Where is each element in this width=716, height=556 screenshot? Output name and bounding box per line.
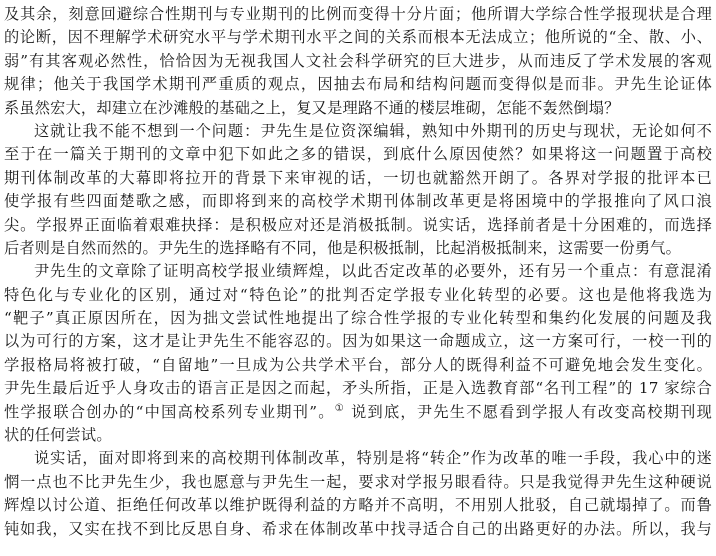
footnote-marker[interactable]: ①: [334, 402, 345, 414]
paragraph: [4, 260, 712, 447]
text-segment: 性学报联合创办的“中国高校系列专业期刊”。: [4, 402, 335, 421]
text-line: 说实话，面对即将到来的高校期刊体制改革，特别是将“转企”作为改革的唯一手段，我心中的迷: [34, 449, 712, 468]
text-line: 钝如我，又实在找不到比反思自身、希求在体制改革中找寻适合自己的出路更好的办法。所以，我与: [4, 519, 712, 538]
text-line: “靶子”真正原因所在，因为拙文尝试性地提出了综合性学报的专业化转型和集约化发展的问题及我: [4, 309, 712, 328]
document-page: [4, 3, 712, 541]
text-line: 及其余，刻意回避综合性期刊与专业期刊的比例而变得十分片面；他所谓大学综合性学报现状是合理: [4, 5, 712, 23]
text-line: 这就让我不能不想到一个问题：尹先生是位资深编辑，熟知中外期刊的历史与现状，无论如何不: [34, 121, 712, 140]
text-line: 以为可行的方案，这才是让尹先生不能容忍的。因为如果这一命题成立，这一方案可行，一校一刊的: [4, 332, 712, 351]
text-line: 辉煌以讨公道、拒绝任何改革以维护既得利益的方略并不高明，不用别人批驳，自己就塌掉了。而鲁: [4, 496, 712, 515]
text-line: [4, 401, 712, 424]
text-line: 尹先生最后近乎人身攻击的语言正是因之而起，矛头所指，正是入选教育部“名刊工程”的 17 家综合: [4, 379, 712, 398]
text-line: 尖。学报界正面临着艰难抉择：是积极应对还是消极抵制。说实话，选择前者是十分困难的，而选择: [4, 215, 712, 234]
paragraph: [4, 120, 712, 260]
text-line: 惘一点也不比尹先生少，我也愿意与尹先生一起，要求对学报另眼看待。只是我觉得尹先生这种硬说: [4, 472, 712, 491]
text-segment: 说到底，尹先生不愿看到学报人有改变高校期刊现: [351, 402, 712, 421]
text-line: 尹先生的文章除了证明高校学报业绩辉煌，以此否定改革的必要外，还有另一个重点：有意混淆: [34, 262, 712, 281]
text-line: 后者则是自然而然的。尹先生的选择略有不同，他是积极抵制，比起消极抵制来，这需要一份勇气。: [4, 238, 682, 257]
text-line: 的论断，因不理解学术研究水平与学术期刊水平之间的关系而根本无法成立；他所说的“全、散、小、: [4, 28, 712, 47]
text-line: 使学报有些四面楚歌之感，而即将到来的高校学术期刊体制改革更是将困境中的学报推向了风口浪: [4, 192, 712, 211]
text-line: 至于在一篇关于期刊的文章中犯下如此之多的错误，到底什么原因使然？如果将这一问题置于高校: [4, 145, 712, 164]
text-line: 规律；他关于我国学术期刊严重质的观点，因抽去布局和结构问题而变得似是而非。尹先生论证体: [4, 75, 712, 94]
text-line: 学报格局将被打破，“自留地”一旦成为公共学术平台，部分人的既得利益不可避免地会发生变化。: [4, 355, 712, 374]
text-line: 弱”有其客观必然性，恰恰因为无视我国人文社会科学研究的巨大进步，从而违反了学术发展的客观: [4, 51, 712, 70]
text-line: 期刊体制改革的大幕即将拉开的背景下来审视的话，一切也就豁然开朗了。各界对学报的批评本已: [4, 168, 712, 187]
paragraph: [4, 3, 712, 120]
text-line: 特色化与专业化的区别，通过对“特色论”的批判否定学报专业化转型的必要。这也是他将我选为: [4, 285, 712, 304]
text-line: 状的任何尝试。: [4, 426, 112, 445]
text-line: 系虽然宏大，却建立在沙滩般的基础之上，复又是理路不通的楼层堆砌，怎能不轰然倒塌？: [4, 98, 620, 117]
paragraph: [4, 447, 712, 541]
